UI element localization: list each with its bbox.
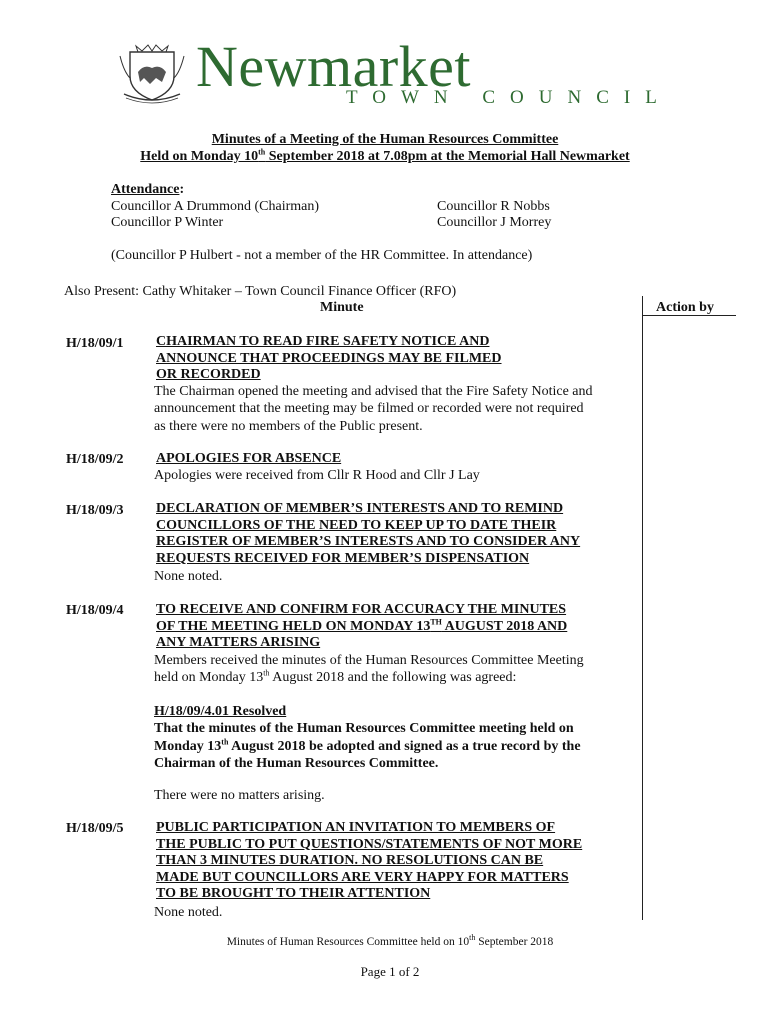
attendance-label: Attendance:: [111, 182, 185, 197]
item-body: Apologies were received from Cllr R Hood and Cllr J Lay: [154, 468, 480, 483]
item-body: There were no matters arising.: [154, 788, 325, 803]
item-body: The Chairman opened the meeting and advised that the Fire Safety Notice and announcement that the meeting may be filmed or recorded were not required as there were no members of the Public present.: [154, 384, 593, 434]
item-heading: APOLOGIES FOR ABSENCE: [156, 451, 342, 466]
item-heading: TO RECEIVE AND CONFIRM FOR ACCURACY THE MINUTES OF THE MEETING HELD ON MONDAY 13TH AUGUST 2018 AND ANY MATTERS ARISING: [156, 602, 568, 651]
meeting-date-line: Held on Monday 10th September 2018 at 7.08pm at the Memorial Hall Newmarket: [140, 147, 630, 164]
brand-subtitle: TOWN COUNCIL: [346, 87, 672, 108]
column-header-action-by: Action by: [656, 300, 714, 315]
item-heading: DECLARATION OF MEMBER’S INTERESTS AND TO REMIND COUNCILLORS OF THE NEED TO KEEP UP TO DATE THEIR REGISTER OF MEMBER’S INTERESTS AND TO CONSIDER ANY REQUESTS RECEIVED FOR MEMBER’S DISPENSATION: [156, 501, 581, 566]
item-body: None noted.: [154, 905, 223, 920]
header-rule: [642, 315, 736, 316]
town-crest-icon: [116, 42, 188, 104]
item-body: None noted.: [154, 569, 223, 584]
attendee: Councillor R Nobbs: [437, 199, 550, 214]
resolution: H/18/09/4.01 Resolved That the minutes of the Human Resources Committee meeting held on Monday 13th August 2018 be adopted and signed as a true record by the Chairman of the Human Resources Committee.: [154, 704, 581, 771]
item-heading: CHAIRMAN TO READ FIRE SAFETY NOTICE AND ANNOUNCE THAT PROCEEDINGS MAY BE FILMED OR RECORDED: [156, 334, 502, 383]
item-ref: H/18/09/3: [66, 503, 124, 518]
attendance-note: (Councillor P Hulbert - not a member of the HR Committee. In attendance): [111, 248, 533, 263]
item-ref: H/18/09/4: [66, 603, 124, 618]
column-header-minute: Minute: [320, 300, 364, 315]
item-ref: H/18/09/2: [66, 452, 124, 467]
item-body: Members received the minutes of the Human Resources Committee Meeting held on Monday 13th August 2018 and the following was agreed:: [154, 653, 584, 686]
attendee: Councillor J Morrey: [437, 215, 552, 230]
item-ref: H/18/09/1: [66, 336, 124, 351]
item-ref: H/18/09/5: [66, 821, 124, 836]
page-number: Page 1 of 2: [360, 964, 420, 979]
attendee: Councillor P Winter: [111, 215, 224, 230]
also-present: Also Present: Cathy Whitaker – Town Council Finance Officer (RFO): [64, 284, 457, 299]
attendee: Councillor A Drummond (Chairman): [111, 199, 320, 214]
brand-name: Newmarket: [196, 34, 472, 99]
item-heading: PUBLIC PARTICIPATION AN INVITATION TO MEMBERS OF THE PUBLIC TO PUT QUESTIONS/STATEMENTS OF NOT MORE THAN 3 MINUTES DURATION. NO RESOLUTIONS CAN BE MADE BUT COUNCILLORS ARE VERY HAPPY FOR MATTERS TO BE BROUGHT TO THEIR ATTENTION: [156, 820, 583, 902]
footer-note: Minutes of Human Resources Committee held on 10th September 2018: [226, 933, 554, 948]
document-title: Minutes of a Meeting of the Human Resources Committee: [211, 132, 559, 147]
column-divider: [642, 296, 643, 920]
